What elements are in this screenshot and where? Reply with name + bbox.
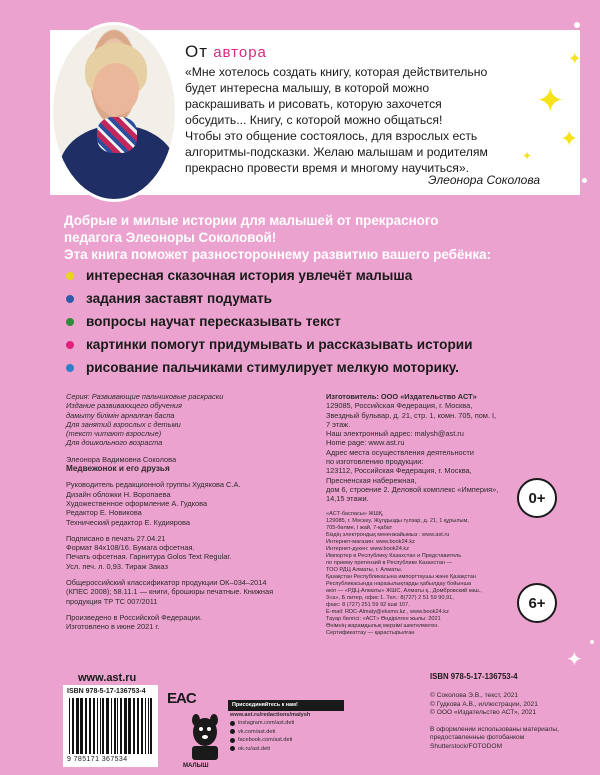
publisher-name: МАЛЫШ <box>183 763 209 769</box>
benefits-list <box>64 268 564 383</box>
produced-line: Произведено в Российской Федерации. <box>66 612 202 622</box>
barcode-bar <box>128 698 131 754</box>
barcode-bar <box>85 698 87 754</box>
kz-line: «АСТ-баспасы» ЖШҚ, <box>326 510 384 517</box>
intro-line: Эта книга поможет разностороннему развитию вашего ребёнка: <box>64 247 492 262</box>
quote-line: прекрасно провести время и многому научиться». <box>185 161 470 175</box>
facebook-icon <box>230 738 235 743</box>
author-heading-rest: автора <box>213 44 267 61</box>
imprint-right <box>326 392 502 637</box>
social-item-label: vk.com/ast.deti <box>238 728 276 735</box>
kz-line: Интернет-дүкен: www.book24.kz <box>326 545 410 552</box>
classifier-line: Общероссийский классификатор продукции ОК–034–2014 <box>66 578 267 588</box>
photo-face <box>93 63 139 115</box>
sparkle-dot-icon <box>582 178 587 183</box>
list-item-text: задания заставят подумать <box>86 291 273 306</box>
barcode-bar <box>106 698 109 754</box>
quote-line: раскрашивать и рисовать, которую захочется <box>185 97 442 111</box>
barcode-bar <box>97 698 98 754</box>
intro-line: педагога Элеоноры Соколовой! <box>64 230 277 245</box>
kz-line: 3«а», Б литер, офис 1. Тел.: 8(727) 2 51 59 90,91, <box>326 594 454 601</box>
barcode-bar <box>137 698 139 754</box>
author-heading <box>185 42 267 62</box>
publisher-logo <box>184 712 226 764</box>
kz-line: Тауар белгісі: «АСТ» Өндірілген жылы: 2021 <box>326 615 441 622</box>
barcode-bar <box>93 698 95 754</box>
kz-line: ТОО РДЦ Алматы, г. Алматы. <box>326 566 403 573</box>
star-icon: ✦ <box>536 82 565 120</box>
vk-icon <box>230 729 235 734</box>
list-item-text: интересная сказочная история увлечёт малыша <box>86 268 413 283</box>
social-item-label: instagram.com/ast.deti <box>238 720 295 726</box>
list-item <box>64 337 564 360</box>
bullet-dot-icon <box>66 272 74 280</box>
maker-line: Home page: www.ast.ru <box>326 438 405 448</box>
social-item-label: ok.ru/ast.deti <box>238 745 271 752</box>
barcode-bar <box>141 698 143 754</box>
barcode-bar <box>145 698 146 754</box>
bullet-dot-icon <box>66 295 74 303</box>
author-heading-ot: От <box>185 42 209 61</box>
copyright-line: © Соколова Э.В., текст, 2021 <box>430 692 519 699</box>
list-item <box>64 314 564 337</box>
website-link[interactable]: www.ast.ru <box>78 672 137 684</box>
bullet-dot-icon <box>66 318 74 326</box>
author-name: Элеонора Вадимовна Соколова <box>66 454 177 464</box>
print-line: Формат 84х108/16. Бумага офсетная. <box>66 543 195 553</box>
copyright-block <box>430 692 595 752</box>
address-line: Пресненская набережная, <box>326 475 417 485</box>
barcode-bar <box>124 698 127 754</box>
address-line: 14,15 этажи. <box>326 494 369 504</box>
series-line: дамыту білімін арналған баспа <box>66 410 175 420</box>
barcode-bar <box>111 698 112 754</box>
barcode <box>63 685 158 767</box>
quote-line: алгоритмы-подсказки. Желаю малышам и родителям <box>185 145 488 159</box>
credits-line: Технический редактор Е. Кудиярова <box>66 517 190 527</box>
maker-line: 7 этаж. <box>326 419 351 429</box>
author-signature: Элеонора Соколова <box>428 173 540 187</box>
list-item <box>64 291 564 314</box>
classifier-line: (КПЕС 2008); 58.11.1 — книги, брошюры печатные. Книжная <box>66 587 274 597</box>
address-line: дом 6, строение 2. Деловой комплекс «Империя», <box>326 484 499 494</box>
series-line: Для занятий взрослых с детьми <box>66 419 181 429</box>
social-heading: Присоединяйтесь к нам! <box>228 700 344 711</box>
kz-line: Республикасында наразылықтарды қабылдау бойынша <box>326 580 472 587</box>
classifier-line: продукция ТР ТС 007/2011 <box>66 596 158 606</box>
barcode-isbn: ISBN 978-5-17-136753-4 <box>67 688 146 695</box>
list-item <box>64 360 564 383</box>
kz-line: E-mail: RDC-Almaty@eksmo.kz , www.book24.kz <box>326 608 449 615</box>
photo-credit-line: Shutterstock/FOTODOM <box>430 742 503 750</box>
kz-line: Сертификаттау — қарастырылған <box>326 629 415 636</box>
sparkle-dot-icon <box>590 640 594 644</box>
photo-credit-line: В оформлении использованы материалы, <box>430 725 559 733</box>
kz-line: өкіл — «РДЦ-Алматы» ЖШС, Алматы қ., Домбровский көш., <box>326 587 482 594</box>
quote-line: «Мне хотелось создать книгу, которая действительно <box>185 65 488 79</box>
copyright-line: © ООО «Издательство АСТ», 2021 <box>430 709 537 717</box>
kz-line: 129085, г. Мәскеу, Жұлдызды гүлзар, д. 21, 1 құрылым, <box>326 517 469 524</box>
series-line: Для дошкольного возраста <box>66 438 163 448</box>
maker-line: Наш электронный адрес: malysh@ast.ru <box>326 429 464 439</box>
age-rating-badge: 0+ <box>517 478 557 518</box>
barcode-bar <box>72 698 74 754</box>
book-title: Медвежонок и его друзья <box>66 464 170 474</box>
star-icon: ✦ <box>522 149 533 163</box>
sparkle-dot-icon <box>574 22 580 28</box>
print-line: Усл. печ. л. 0,93. Тираж Заказ <box>66 561 168 571</box>
isbn-text: ISBN 978-5-17-136753-4 <box>430 672 518 681</box>
maker-line: Звездный бульвар, д. 21, стр. 1, комн. 705, пом. I, <box>326 410 497 420</box>
credits-line: Художественное оформление А. Гудкова <box>66 498 208 508</box>
barcode-bar <box>120 698 122 754</box>
kz-line: Импортер в Республику Казахстан и Представитель <box>326 552 462 559</box>
author-photo <box>50 22 178 202</box>
series-line: (текст читают взрослые) <box>66 429 162 439</box>
barcode-bar <box>148 698 149 754</box>
address-line: по изготовлению продукции: <box>326 457 424 467</box>
barcode-bar <box>102 698 104 754</box>
intro-line: Добрые и милые истории для малышей от прекрасного <box>64 213 439 228</box>
social-item[interactable] <box>228 745 344 754</box>
kz-line: Біздің электрондық мекенжайымыз : www.ast.ru <box>326 531 450 538</box>
bullet-dot-icon <box>66 364 74 372</box>
list-item <box>64 268 564 291</box>
print-line: Подписано в печать 27.04.21 <box>66 533 166 543</box>
photo-credit-line: предоставленные фотобанком <box>430 734 525 742</box>
series-line: Серия: Развивающие пальчиковые раскраски <box>66 392 224 401</box>
author-quote <box>185 64 565 176</box>
copyright-line: © Гудкова А.В., иллюстрации, 2021 <box>430 700 538 708</box>
print-line: Печать офсетная. Гарнитура Golos Text Regular. <box>66 552 232 562</box>
kz-line: по приему претензий в Республике Казахстан — <box>326 559 453 566</box>
kz-line: факс: 8 (727) 251 59 92 ішкі 107. <box>326 601 410 608</box>
list-item-text: картинки помогут придумывать и рассказывать истории <box>86 337 473 352</box>
barcode-bars <box>67 698 154 754</box>
photo-scarf <box>97 117 137 153</box>
kz-line: Өнімнің жарамдылық мерзімі шектелмеген. <box>326 622 439 629</box>
star-icon: ✦ <box>560 126 579 151</box>
social-url[interactable]: www.ast.ru/redactions/malysh <box>230 711 311 718</box>
quote-line: будет интересна малышу, в которой можно <box>185 81 430 95</box>
imprint-left <box>66 392 306 632</box>
social-item[interactable] <box>228 736 344 745</box>
barcode-bar <box>133 698 135 754</box>
star-icon: ✦ <box>566 649 583 671</box>
quote-line: обсудить... Книгу, с которой можно общаться! <box>185 113 443 127</box>
barcode-bar <box>100 698 101 754</box>
barcode-bar <box>80 698 83 754</box>
barcode-bar <box>117 698 118 754</box>
produced-line: Изготовлено в июне 2021 г. <box>66 622 160 632</box>
list-item-text: вопросы научат пересказывать текст <box>86 314 341 329</box>
barcode-number: 9 785171 367534 <box>67 756 128 763</box>
barcode-bar <box>76 698 79 754</box>
intro-text <box>64 212 534 263</box>
credits-line: Дизайн обложки Н. Воропаева <box>66 489 171 499</box>
list-item-text: рисование пальчиками стимулирует мелкую моторику. <box>86 360 459 375</box>
quote-line: Чтобы это общение состоялось, для взрослых есть <box>185 129 478 143</box>
bullet-dot-icon <box>66 341 74 349</box>
maker-line: 129085, Российская Федерация, г. Москва, <box>326 401 473 411</box>
credits-line: Руководитель редакционной группы Худякова С.А. <box>66 480 241 490</box>
barcode-bar <box>69 698 70 754</box>
instagram-icon <box>230 721 235 726</box>
kz-line: Интернет-магазин: www.book24.kz <box>326 538 415 545</box>
social-links <box>228 700 344 764</box>
address-line: 123112, Российская Федерация, г. Москва, <box>326 466 472 476</box>
ok-icon <box>230 746 235 751</box>
barcode-bar <box>150 698 152 754</box>
star-icon: ✦ <box>568 51 582 68</box>
barcode-bar <box>114 698 116 754</box>
age-rating-badge: 6+ <box>517 583 557 623</box>
social-item[interactable] <box>228 728 344 737</box>
social-item[interactable] <box>228 719 344 728</box>
barcode-bar <box>89 698 91 754</box>
credits-line: Редактор Е. Новикова <box>66 508 142 518</box>
kz-line: Қазақстан Республикасына импорттаушы және Қазақстан <box>326 573 476 580</box>
series-line: Издание развивающего обучения <box>66 401 182 411</box>
eac-mark: EAC <box>167 690 196 707</box>
address-line: Адрес места осуществления деятельности <box>326 447 474 457</box>
social-item-label: facebook.com/ast.deti <box>238 737 293 743</box>
maker-line: Изготовитель: ООО «Издательство АСТ» <box>326 392 477 401</box>
kz-line: 705-бөлме, I жай, 7-қабат <box>326 524 393 531</box>
